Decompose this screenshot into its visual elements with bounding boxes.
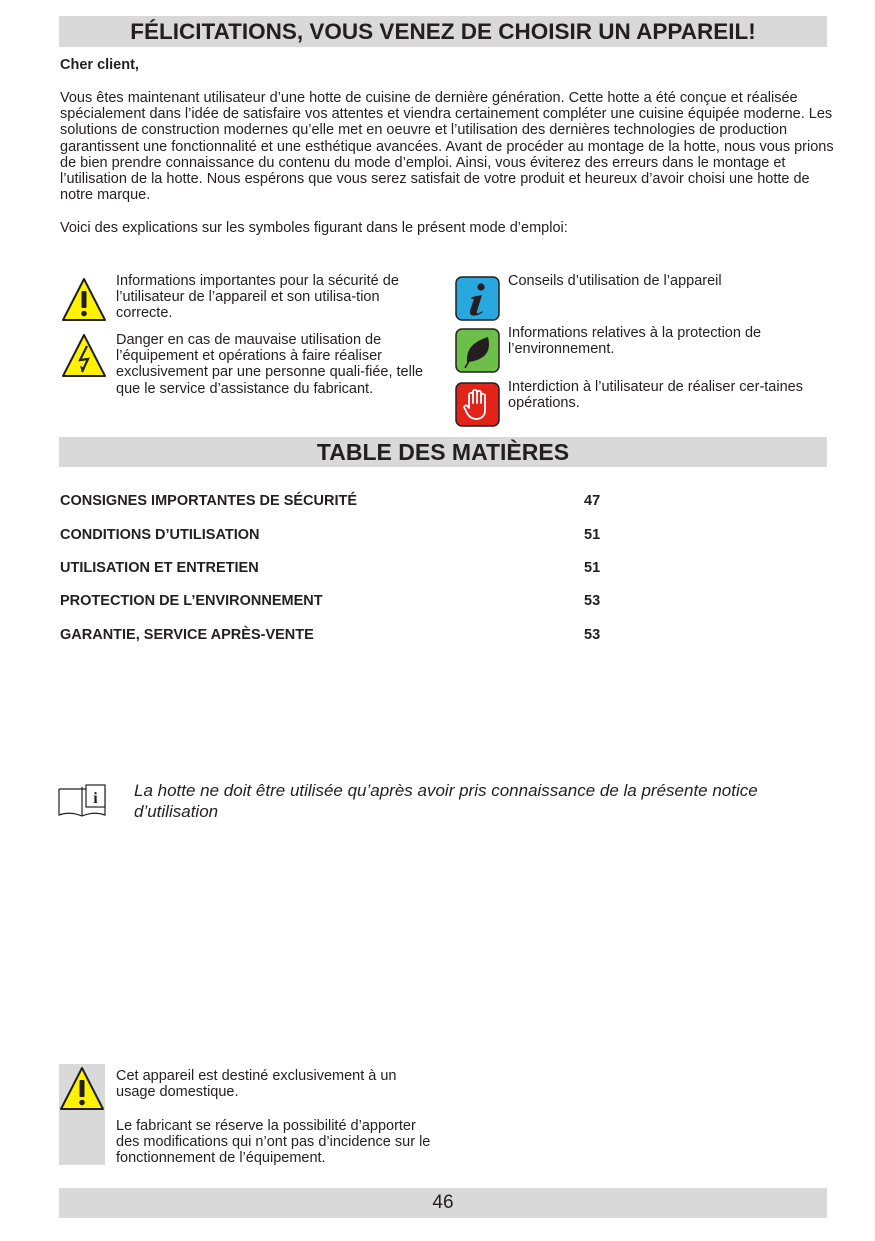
usage-note: La hotte ne doit être utilisée qu’après avoir pris connaissance de la présente notice d’utilisation [134, 781, 758, 821]
toc-item-label: GARANTIE, SERVICE APRÈS-VENTE [60, 627, 314, 643]
toc-item[interactable] [60, 527, 620, 547]
lightning-icon [61, 333, 107, 379]
info-icon [455, 276, 500, 321]
domestic-use-text: Cet appareil est destiné exclusivement à un usage domestique. [116, 1068, 397, 1101]
toc-item-page: 47 [584, 493, 601, 509]
toc-item-label: CONDITIONS D’UTILISATION [60, 527, 260, 543]
toc-item-page: 51 [584, 527, 601, 543]
toc-item[interactable] [60, 560, 620, 580]
toc-item[interactable] [60, 627, 620, 647]
page-title: FÉLICITATIONS, VOUS VENEZ DE CHOISIR UN APPAREIL! [59, 16, 827, 47]
symbol-danger-text: Danger en cas de mauvaise utilisation de l’équipement et opérations à faire réaliser exclusivement par une personne quali-fiée, telle que le service d’assistance du fabricant. [116, 332, 424, 397]
symbols-intro: Voici des explications sur les symboles figurant dans le présent mode d’emploi: [60, 220, 568, 236]
greeting: Cher client, [60, 57, 139, 73]
svg-text:i: i [93, 790, 98, 807]
toc-item-label: CONSIGNES IMPORTANTES DE SÉCURITÉ [60, 493, 358, 509]
symbol-info-text: Conseils d’utilisation de l’appareil [508, 273, 722, 289]
symbol-warning-text: Informations importantes pour la sécurité de l’utilisateur de l’appareil et son utilisa-tion correcte. [116, 273, 399, 322]
intro-paragraph: Vous êtes maintenant utilisateur d’une hotte de cuisine de dernière génération. Cette hotte a été conçue et réalisée spécialement dans l’idée de satisfaire vos attentes et viendra certainement compléter une cuisine équipée moderne. Les solutions de construction modernes qu’elle met en oeuvre et l’utilisation des dernières technologies de production garantissent une fonctionnalité et une esthétique avancées. Avant de procéder au montage de la hotte, nous vous prions de bien prendre connaissance du contenu du mode d’emploi. Ainsi, vous éviterez des erreurs dans le montage et l’utilisation de la hotte. Nous espérons que vous serez satisfait de votre produit et heureux d’avoir choisi une hotte de notre marque. [60, 90, 834, 204]
toc-item-page: 51 [584, 560, 601, 576]
toc-item[interactable] [60, 593, 620, 613]
page-number: 46 [59, 1188, 827, 1218]
toc-item[interactable] [60, 493, 620, 513]
toc-item-label: UTILISATION ET ENTRETIEN [60, 560, 259, 576]
toc-item-page: 53 [584, 627, 601, 643]
leaf-icon [455, 328, 500, 373]
symbol-prohibition-text: Interdiction à l’utilisateur de réaliser cer-taines opérations. [508, 379, 803, 412]
hand-icon [455, 382, 500, 427]
toc-item-label: PROTECTION DE L’ENVIRONNEMENT [60, 593, 323, 609]
book-info-icon [58, 783, 106, 819]
warning-icon [61, 277, 107, 323]
modifications-text: Le fabricant se réserve la possibilité d’apporter des modifications qui n’ont pas d’incidence sur le fonctionnement de l’équipement. [116, 1118, 431, 1167]
toc-item-page: 53 [584, 593, 601, 609]
warning-icon [59, 1066, 105, 1112]
symbol-environment-text: Informations relatives à la protection de l’environnement. [508, 325, 762, 358]
toc-title: TABLE DES MATIÈRES [59, 437, 827, 467]
